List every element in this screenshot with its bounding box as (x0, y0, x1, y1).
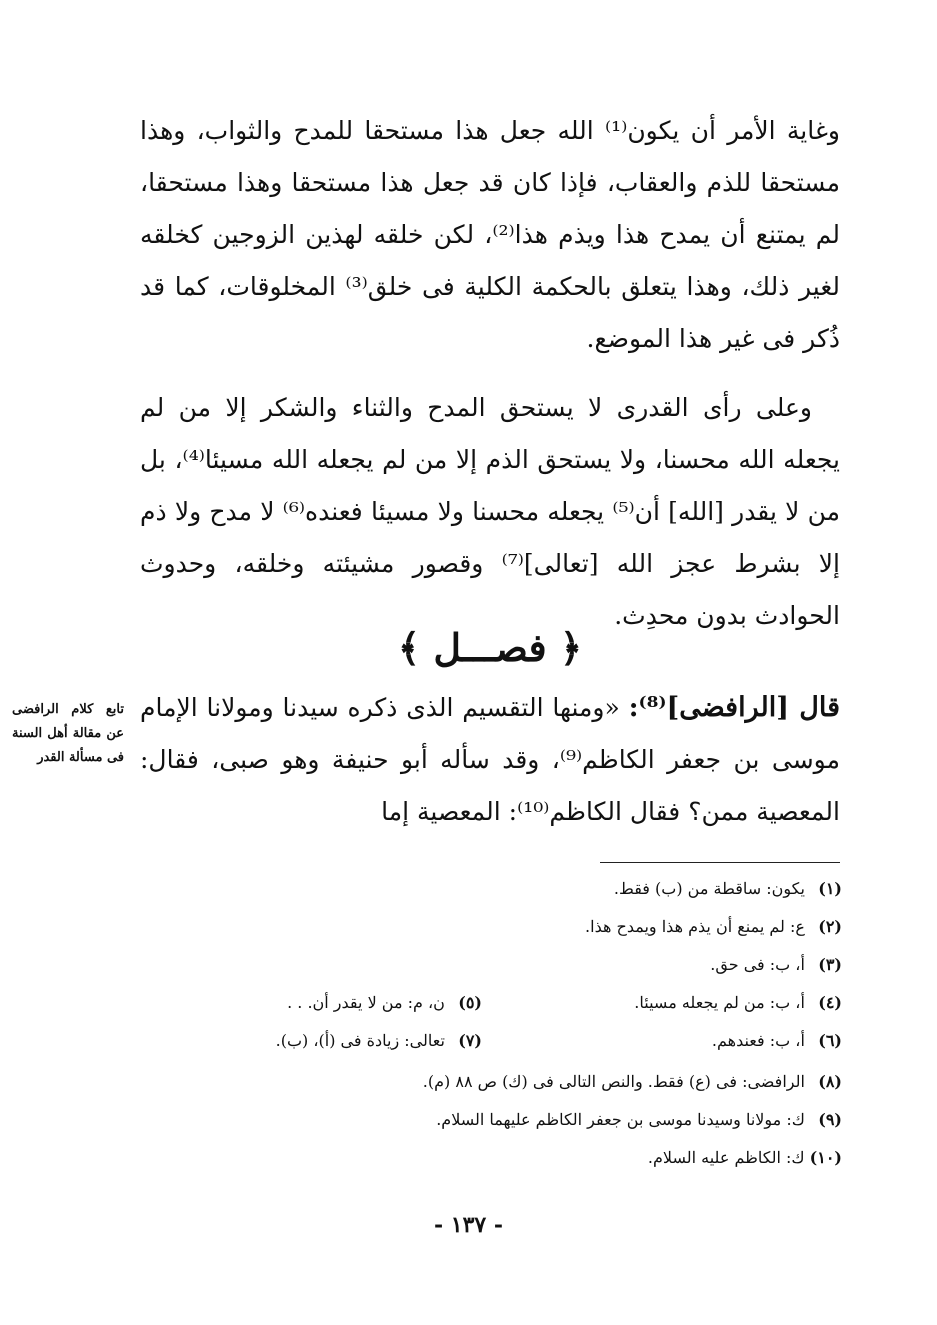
footnote-5-number: (٥) (458, 993, 482, 1012)
footnote-3 (710, 953, 842, 977)
footnote-8-text: الرافضى: فى (ع) فقط. والنص التالى فى (ك) ص ٨٨ (م). (422, 1072, 805, 1091)
paragraph-3 (140, 682, 840, 838)
footnote-10-number: (١٠) (809, 1148, 842, 1167)
footnote-1-text: يكون: ساقطة من (ب) فقط. (613, 879, 805, 898)
paragraph-1 (140, 105, 840, 365)
footnote-5 (287, 991, 482, 1015)
footnote-5-text: ن، م: من لا يقدر أن. . . (287, 993, 445, 1012)
section-heading: ﴿ فصـــل ﴾ (397, 625, 583, 670)
footnote-8-number: (٨) (818, 1072, 842, 1091)
footnote-8 (423, 1070, 842, 1094)
footnote-1-number: (١) (818, 879, 842, 898)
footnote-6-text: أ، ب: فعندهم. (711, 1031, 805, 1050)
footnote-1 (614, 877, 842, 901)
page-number: - ١٣٧ - (433, 1212, 504, 1238)
footnote-10 (648, 1146, 842, 1170)
paragraph-3-lead: قال [الرافضى]⁽⁸⁾: (628, 692, 840, 723)
footnote-10-text: ك: الكاظم عليه السلام. (647, 1148, 805, 1167)
footnote-3-text: أ، ب: فى حق. (710, 955, 805, 974)
paragraph-2 (140, 382, 840, 642)
paragraph-1-text: وغاية الأمر أن يكون⁽¹⁾ الله جعل هذا مستحقا للمدح والثواب، وهذا مستحقا للذم والعقاب، فإذا كان قد جعل هذا مستحقا وهذا مستحقا، لم يمتنع أن يمدح هذا ويذم هذا⁽²⁾، لكن خلقه لهذين الزوجين كخلقه لغير ذلك، وهذا يتعلق بالحكمة الكلية فى خلق⁽³⁾ المخلوقات، كما قد ذُكر فى غير هذا الموضع. (140, 116, 840, 353)
footnote-separator (600, 862, 840, 863)
footnote-7-text: تعالى: زيادة فى (أ)، (ب). (275, 1031, 445, 1050)
footnote-2-number: (٢) (818, 917, 842, 936)
footnote-7-number: (٧) (458, 1031, 482, 1050)
footnote-2-text: ع: لم يمنع أن يذم هذا ويمدح هذا. (585, 917, 805, 936)
footnote-7 (276, 1029, 482, 1053)
footnote-6 (712, 1029, 842, 1053)
paragraph-3-text: «ومنها التقسيم الذى ذكره سيدنا ومولانا الإمام موسى بن جعفر الكاظم⁽⁹⁾، وقد سأله أبو حنيفة وهو صبى، فقال: المعصية ممن؟ فقال الكاظم⁽¹⁰⁾: المعصية إما (140, 693, 840, 826)
footnote-9 (436, 1108, 842, 1132)
footnote-9-number: (٩) (818, 1110, 842, 1129)
footnote-3-number: (٣) (818, 955, 842, 974)
paragraph-2-text: وعلى رأى القدرى لا يستحق المدح والثناء والشكر إلا من لم يجعله الله محسنا، ولا يستحق الذم إلا من لم يجعله الله مسيئا⁽⁴⁾، بل من لا يقدر [الله] أن⁽⁵⁾ يجعله محسنا ولا مسيئا فعنده⁽⁶⁾ لا مدح ولا ذم إلا بشرط عجز الله [تعالى]⁽⁷⁾ وقصور مشيئته وخلقه، وحدوث الحوادث بدون محدِث. (140, 393, 841, 630)
footnote-9-text: ك: مولانا وسيدنا موسى بن جعفر الكاظم عليهما السلام. (436, 1110, 805, 1129)
footnote-4-number: (٤) (818, 993, 842, 1012)
footnote-2 (585, 915, 842, 939)
footnote-4-text: أ، ب: من لم يجعله مسيئا. (634, 993, 805, 1012)
footnote-6-number: (٦) (818, 1031, 842, 1050)
footnote-4 (634, 991, 842, 1015)
margin-note: تابع كلام الرافضى عن مقالة أهل السنة فى مسألة القدر (12, 702, 124, 765)
